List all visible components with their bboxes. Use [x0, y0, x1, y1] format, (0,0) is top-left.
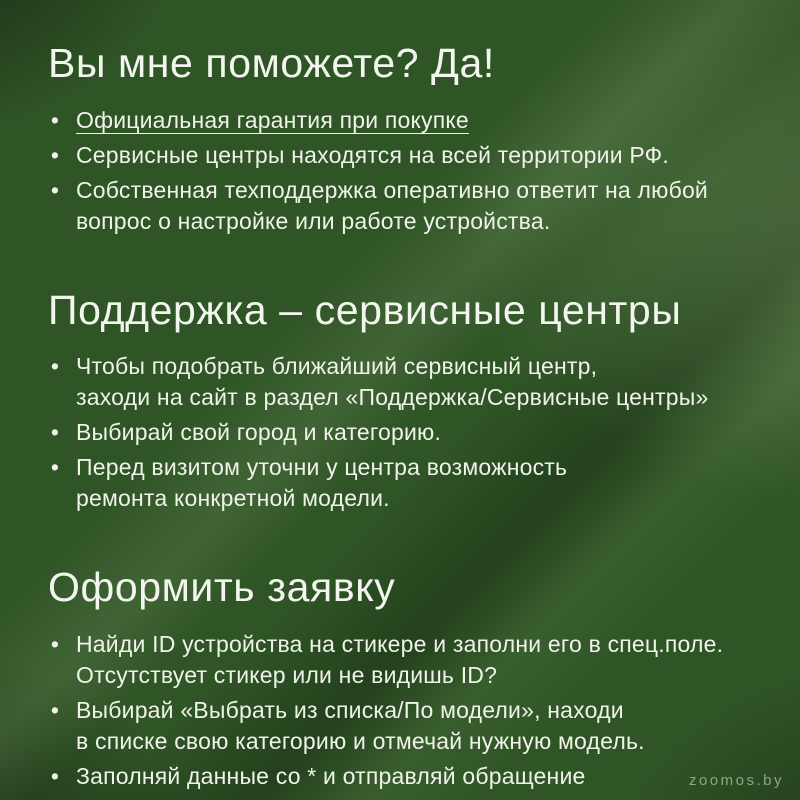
- bullet-line: Чтобы подобрать ближайший сервисный центр,: [76, 353, 598, 380]
- bullet-text: [76, 105, 469, 136]
- bullet-line: заходи на сайт в раздел «Поддержка/Сервисные центры»: [76, 384, 709, 411]
- bullet-text: [76, 761, 586, 792]
- section-help-guarantee: [48, 40, 752, 237]
- bullet-text: [76, 351, 709, 413]
- bullet-line: Отсутствует стикер или не видишь ID?: [76, 662, 498, 689]
- bullet-text: [76, 417, 441, 448]
- bullet-icon: •: [50, 141, 60, 168]
- bullet-text: [76, 140, 669, 171]
- bullet-line: Найди ID устройства на стикере и заполни его в спец.поле.: [76, 631, 724, 658]
- bullet-line: Перед визитом уточни у центра возможность: [76, 454, 568, 481]
- bullet-line: Собственная техподдержка оперативно ответит на любой: [76, 176, 708, 203]
- list-item: [48, 140, 752, 171]
- list-item: [48, 761, 752, 792]
- bullet-icon: •: [50, 419, 60, 446]
- bullet-list: [48, 629, 752, 792]
- section-title: Вы мне поможете? Да!: [48, 40, 495, 86]
- list-item: [48, 351, 752, 413]
- list-item: [48, 452, 752, 514]
- bullet-list: [48, 105, 752, 237]
- section-title: Поддержка – сервисные центры: [48, 286, 682, 333]
- bullet-text: [76, 452, 567, 514]
- bullet-icon: •: [50, 106, 60, 133]
- list-item: [48, 695, 752, 757]
- list-item: [48, 175, 752, 237]
- bullet-icon: •: [50, 763, 60, 790]
- list-item: [48, 629, 752, 691]
- bullet-text: [76, 175, 708, 237]
- bullet-line: Выбирай свой город и категорию.: [76, 419, 442, 446]
- bullet-icon: •: [50, 176, 60, 203]
- section-title: Оформить заявку: [48, 564, 396, 611]
- bullet-line: Сервисные центры находятся на всей территории РФ.: [76, 141, 669, 168]
- section-create-request: [48, 564, 752, 792]
- bullet-list: [48, 351, 752, 514]
- list-item: [48, 417, 752, 448]
- bullet-line: Заполняй данные со * и отправляй обращение: [76, 763, 586, 790]
- bullet-line: в списке свою категорию и отмечай нужную модель.: [76, 728, 645, 755]
- bullet-icon: •: [50, 353, 60, 380]
- bullet-text: [76, 695, 645, 757]
- bullet-line: вопрос о настройке или работе устройства.: [76, 207, 551, 234]
- bullet-icon: •: [50, 697, 60, 724]
- list-item: [48, 105, 752, 136]
- bullet-text: [76, 629, 723, 691]
- section-service-centers: [48, 287, 752, 515]
- bullet-line: ремонта конкретной модели.: [76, 485, 390, 512]
- watermark: zoomos.by: [688, 772, 784, 789]
- bullet-line: Официальная гарантия при покупке: [76, 106, 469, 133]
- bullet-line: Выбирай «Выбрать из списка/По модели», находи: [76, 697, 624, 724]
- bullet-icon: •: [50, 631, 60, 658]
- bullet-icon: •: [50, 454, 60, 481]
